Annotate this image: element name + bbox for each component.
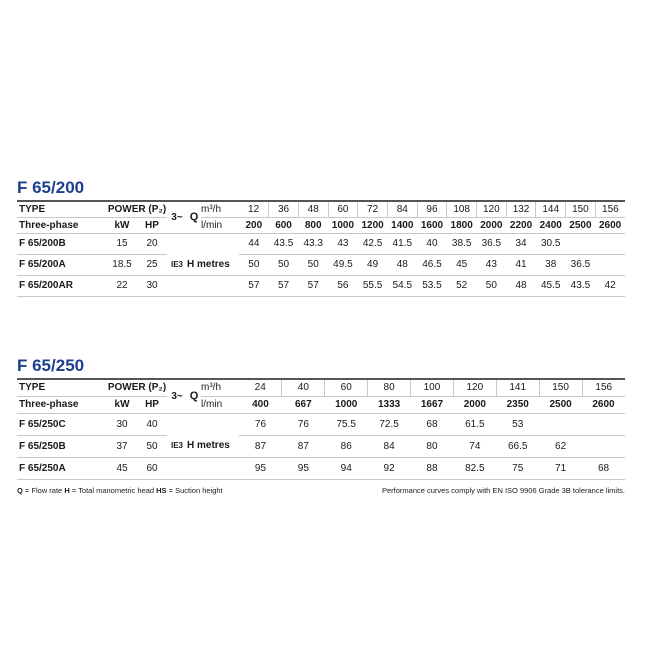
- legend-hs-key: HS: [156, 486, 167, 495]
- type-header: TYPE: [17, 201, 107, 217]
- flow-m3h-value: 24: [239, 379, 282, 396]
- head-value: 49: [358, 254, 388, 275]
- head-value: 45: [447, 254, 477, 275]
- power-header: POWER (P₂): [107, 379, 167, 396]
- head-value: 61.5: [453, 413, 496, 435]
- flow-m3h-value: 12: [239, 201, 269, 217]
- head-value: 43.5: [269, 233, 299, 254]
- f65-250-section: [17, 356, 625, 480]
- head-value: 76: [282, 413, 325, 435]
- flow-lmin-value: 2600: [595, 217, 625, 233]
- head-value: 62: [539, 435, 582, 457]
- head-value: 57: [239, 275, 269, 296]
- f65-200-section: [17, 178, 625, 297]
- power-kw: 37: [107, 435, 137, 457]
- head-value: 50: [298, 254, 328, 275]
- head-value: 50: [477, 275, 507, 296]
- hp-header: HP: [137, 396, 167, 413]
- flow-m3h-value: 84: [387, 201, 417, 217]
- head-value: 57: [298, 275, 328, 296]
- flow-m3h-value: 141: [496, 379, 539, 396]
- section-title: F 65/200: [17, 178, 85, 197]
- head-value: 38: [536, 254, 566, 275]
- efficiency-class: IE3: [167, 254, 187, 275]
- head-value: 56: [328, 275, 358, 296]
- empty-cell: [167, 413, 187, 435]
- power-kw: 30: [107, 413, 137, 435]
- head-value: 36.5: [566, 254, 596, 275]
- model-type: F 65/200B: [17, 233, 107, 254]
- flow-m3h-value: 108: [447, 201, 477, 217]
- phase-symbol: 3~: [167, 379, 187, 413]
- head-value: 92: [368, 457, 411, 479]
- table-row: [17, 233, 625, 254]
- head-value: 76: [239, 413, 282, 435]
- head-label: H metres: [187, 435, 239, 457]
- flow-lmin-value: 1200: [358, 217, 388, 233]
- flow-lmin-value: 400: [239, 396, 282, 413]
- head-value: 95: [282, 457, 325, 479]
- model-type: F 65/250A: [17, 457, 107, 479]
- table-row: [17, 254, 625, 275]
- table-row: [17, 275, 625, 296]
- flow-lmin-value: 2200: [506, 217, 536, 233]
- head-value: 82.5: [453, 457, 496, 479]
- flow-lmin-value: 1000: [325, 396, 368, 413]
- flow-lmin-value: 2400: [536, 217, 566, 233]
- head-value: 68: [411, 413, 454, 435]
- power-hp: 40: [137, 413, 167, 435]
- power-header: POWER (P₂): [107, 201, 167, 217]
- head-value: 68: [582, 457, 625, 479]
- model-type: F 65/200AR: [17, 275, 107, 296]
- abbreviation-legend: [17, 486, 223, 495]
- flow-lmin-value: 1333: [368, 396, 411, 413]
- flow-m3h-value: 100: [411, 379, 454, 396]
- flow-lmin-value: 2350: [496, 396, 539, 413]
- power-kw: 45: [107, 457, 137, 479]
- head-value: 87: [282, 435, 325, 457]
- unit-lmin: l/min: [201, 396, 239, 413]
- head-value: 50: [239, 254, 269, 275]
- flow-lmin-value: 1400: [387, 217, 417, 233]
- head-value: 55.5: [358, 275, 388, 296]
- flow-m3h-value: 36: [269, 201, 299, 217]
- legend-h-text: = Total manometric head: [69, 486, 157, 495]
- flow-lmin-value: 2600: [582, 396, 625, 413]
- empty-cell: [187, 275, 239, 296]
- q-symbol: Q: [187, 379, 201, 413]
- performance-table: [17, 200, 625, 297]
- legend-hs-text: = Suction height: [166, 486, 223, 495]
- head-value: 53: [496, 413, 539, 435]
- head-value: 49.5: [328, 254, 358, 275]
- flow-lmin-value: 2500: [566, 217, 596, 233]
- flow-m3h-value: 40: [282, 379, 325, 396]
- flow-m3h-value: 60: [328, 201, 358, 217]
- tolerance-note: Performance curves comply with EN ISO 9906 Grade 3B tolerance limits.: [381, 486, 625, 495]
- model-type: F 65/200A: [17, 254, 107, 275]
- head-value: 42: [595, 275, 625, 296]
- header-row: [17, 201, 625, 217]
- flow-m3h-value: 80: [368, 379, 411, 396]
- head-value: 43.5: [566, 275, 596, 296]
- flow-m3h-value: 150: [539, 379, 582, 396]
- head-value: 30.5: [536, 233, 566, 254]
- flow-m3h-value: 120: [477, 201, 507, 217]
- head-value: 41: [506, 254, 536, 275]
- head-label: H metres: [187, 254, 239, 275]
- head-value: [566, 233, 596, 254]
- unit-lmin: l/min: [201, 217, 239, 233]
- head-value: 52: [447, 275, 477, 296]
- table-row: [17, 435, 625, 457]
- flow-m3h-value: 144: [536, 201, 566, 217]
- empty-cell: [167, 233, 187, 254]
- head-value: 36.5: [477, 233, 507, 254]
- legend-h-key: H: [64, 486, 70, 495]
- flow-lmin-value: 1667: [411, 396, 454, 413]
- efficiency-class: IE3: [167, 435, 187, 457]
- header-row: [17, 379, 625, 396]
- head-value: 46.5: [417, 254, 447, 275]
- head-value: 88: [411, 457, 454, 479]
- flow-m3h-value: 150: [566, 201, 596, 217]
- flow-lmin-value: 200: [239, 217, 269, 233]
- head-value: [582, 413, 625, 435]
- power-kw: 22: [107, 275, 137, 296]
- power-hp: 25: [137, 254, 167, 275]
- head-value: 66.5: [496, 435, 539, 457]
- head-value: [595, 233, 625, 254]
- head-value: 87: [239, 435, 282, 457]
- head-value: 86: [325, 435, 368, 457]
- model-type: F 65/250C: [17, 413, 107, 435]
- head-value: [539, 413, 582, 435]
- flow-lmin-value: 800: [298, 217, 328, 233]
- kw-header: kW: [107, 217, 137, 233]
- head-value: 43: [328, 233, 358, 254]
- head-value: 48: [506, 275, 536, 296]
- head-value: 74: [453, 435, 496, 457]
- flow-lmin-value: 1600: [417, 217, 447, 233]
- flow-m3h-value: 156: [595, 201, 625, 217]
- empty-cell: [167, 457, 187, 479]
- head-value: 48: [387, 254, 417, 275]
- power-kw: 15: [107, 233, 137, 254]
- head-value: 44: [239, 233, 269, 254]
- empty-cell: [187, 233, 239, 254]
- phase-header: Three-phase: [17, 217, 107, 233]
- empty-cell: [187, 413, 239, 435]
- phase-header: Three-phase: [17, 396, 107, 413]
- legend-q-text: = Flow rate: [22, 486, 65, 495]
- power-hp: 60: [137, 457, 167, 479]
- head-value: 75: [496, 457, 539, 479]
- model-type: F 65/250B: [17, 435, 107, 457]
- hp-header: HP: [137, 217, 167, 233]
- head-value: 72.5: [368, 413, 411, 435]
- flow-lmin-value: 1000: [328, 217, 358, 233]
- type-header: TYPE: [17, 379, 107, 396]
- flow-m3h-value: 120: [453, 379, 496, 396]
- section-title: F 65/250: [17, 356, 85, 375]
- flow-lmin-value: 2000: [453, 396, 496, 413]
- performance-table: [17, 378, 625, 480]
- flow-lmin-value: 1800: [447, 217, 477, 233]
- head-value: 34: [506, 233, 536, 254]
- header-row: [17, 396, 625, 413]
- legend-q-key: Q: [17, 486, 23, 495]
- q-symbol: Q: [187, 201, 201, 233]
- head-value: 43: [477, 254, 507, 275]
- unit-m3h: m³/h: [201, 379, 239, 396]
- power-kw: 18.5: [107, 254, 137, 275]
- flow-m3h-value: 132: [506, 201, 536, 217]
- head-value: 45.5: [536, 275, 566, 296]
- phase-symbol: 3~: [167, 201, 187, 233]
- head-value: 95: [239, 457, 282, 479]
- flow-m3h-value: 60: [325, 379, 368, 396]
- power-hp: 20: [137, 233, 167, 254]
- head-value: 71: [539, 457, 582, 479]
- head-value: 42.5: [358, 233, 388, 254]
- table-row: [17, 457, 625, 479]
- head-value: 57: [269, 275, 299, 296]
- header-row: [17, 217, 625, 233]
- head-value: 84: [368, 435, 411, 457]
- head-value: [582, 435, 625, 457]
- kw-header: kW: [107, 396, 137, 413]
- flow-m3h-value: 72: [358, 201, 388, 217]
- head-value: 41.5: [387, 233, 417, 254]
- head-value: 54.5: [387, 275, 417, 296]
- flow-lmin-value: 600: [269, 217, 299, 233]
- head-value: 50: [269, 254, 299, 275]
- flow-lmin-value: 2500: [539, 396, 582, 413]
- power-hp: 50: [137, 435, 167, 457]
- empty-cell: [167, 275, 187, 296]
- head-value: 80: [411, 435, 454, 457]
- head-value: 43.3: [298, 233, 328, 254]
- unit-m3h: m³/h: [201, 201, 239, 217]
- table-row: [17, 413, 625, 435]
- power-hp: 30: [137, 275, 167, 296]
- head-value: 53.5: [417, 275, 447, 296]
- flow-lmin-value: 2000: [477, 217, 507, 233]
- flow-lmin-value: 667: [282, 396, 325, 413]
- head-value: 75.5: [325, 413, 368, 435]
- head-value: 38.5: [447, 233, 477, 254]
- flow-m3h-value: 156: [582, 379, 625, 396]
- empty-cell: [187, 457, 239, 479]
- head-value: [595, 254, 625, 275]
- head-value: 40: [417, 233, 447, 254]
- flow-m3h-value: 96: [417, 201, 447, 217]
- flow-m3h-value: 48: [298, 201, 328, 217]
- head-value: 94: [325, 457, 368, 479]
